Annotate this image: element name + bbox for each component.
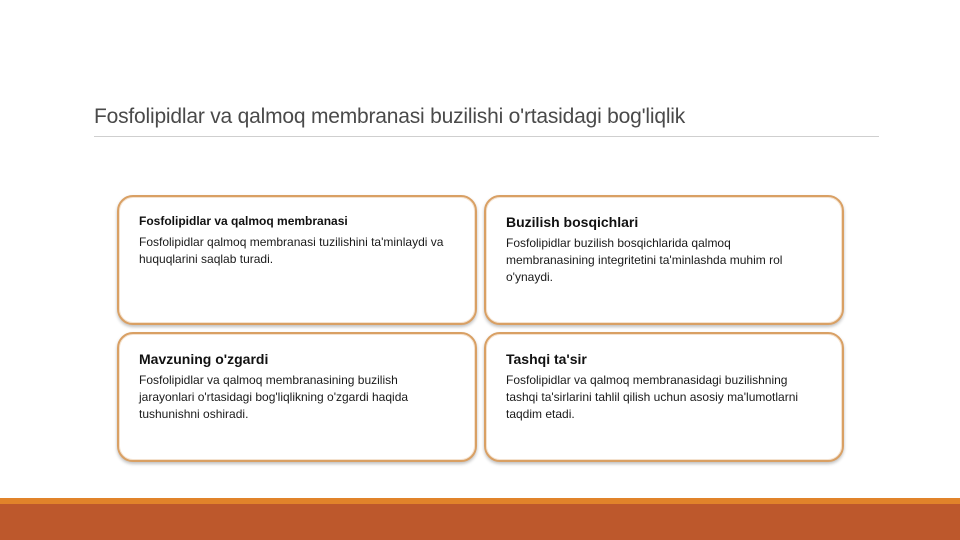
card-text: Fosfolipidlar va qalmoq membranasidagi buzilishning tashqi ta'sirlarini tahlil qilish uchun asosiy ma'lumotlarni taqdim etadi. (506, 373, 799, 421)
card-buzilish-bosqichlari (484, 195, 844, 325)
card-text: Fosfolipidlar qalmoq membranasi tuzilishini ta'minlaydi va huquqlarini saqlab turadi. (139, 235, 444, 266)
slide-title: Fosfolipidlar va qalmoq membranasi buzilishi o'rtasidagi bog'liqlik (94, 105, 686, 128)
footer-bar (0, 504, 960, 540)
card-mavzuning-ozgardi (117, 332, 477, 462)
card-heading: Buzilish bosqichlari (506, 214, 639, 230)
card-tashqi-tasir (484, 332, 844, 462)
card-fosfolipidlar (117, 195, 477, 325)
card-text: Fosfolipidlar va qalmoq membranasining buzilish jarayonlari o'rtasidagi bog'liqlikning o'zgardi haqida tushunishni oshiradi. (139, 373, 409, 421)
card-heading: Mavzuning o'zgardi (139, 351, 269, 367)
card-heading: Fosfolipidlar va qalmoq membranasi (139, 214, 348, 228)
card-heading: Tashqi ta'sir (506, 351, 587, 367)
title-divider (94, 136, 879, 137)
card-text: Fosfolipidlar buzilish bosqichlarida qalmoq membranasining integritetini ta'minlashda muhim rol o'ynaydi. (506, 236, 783, 284)
